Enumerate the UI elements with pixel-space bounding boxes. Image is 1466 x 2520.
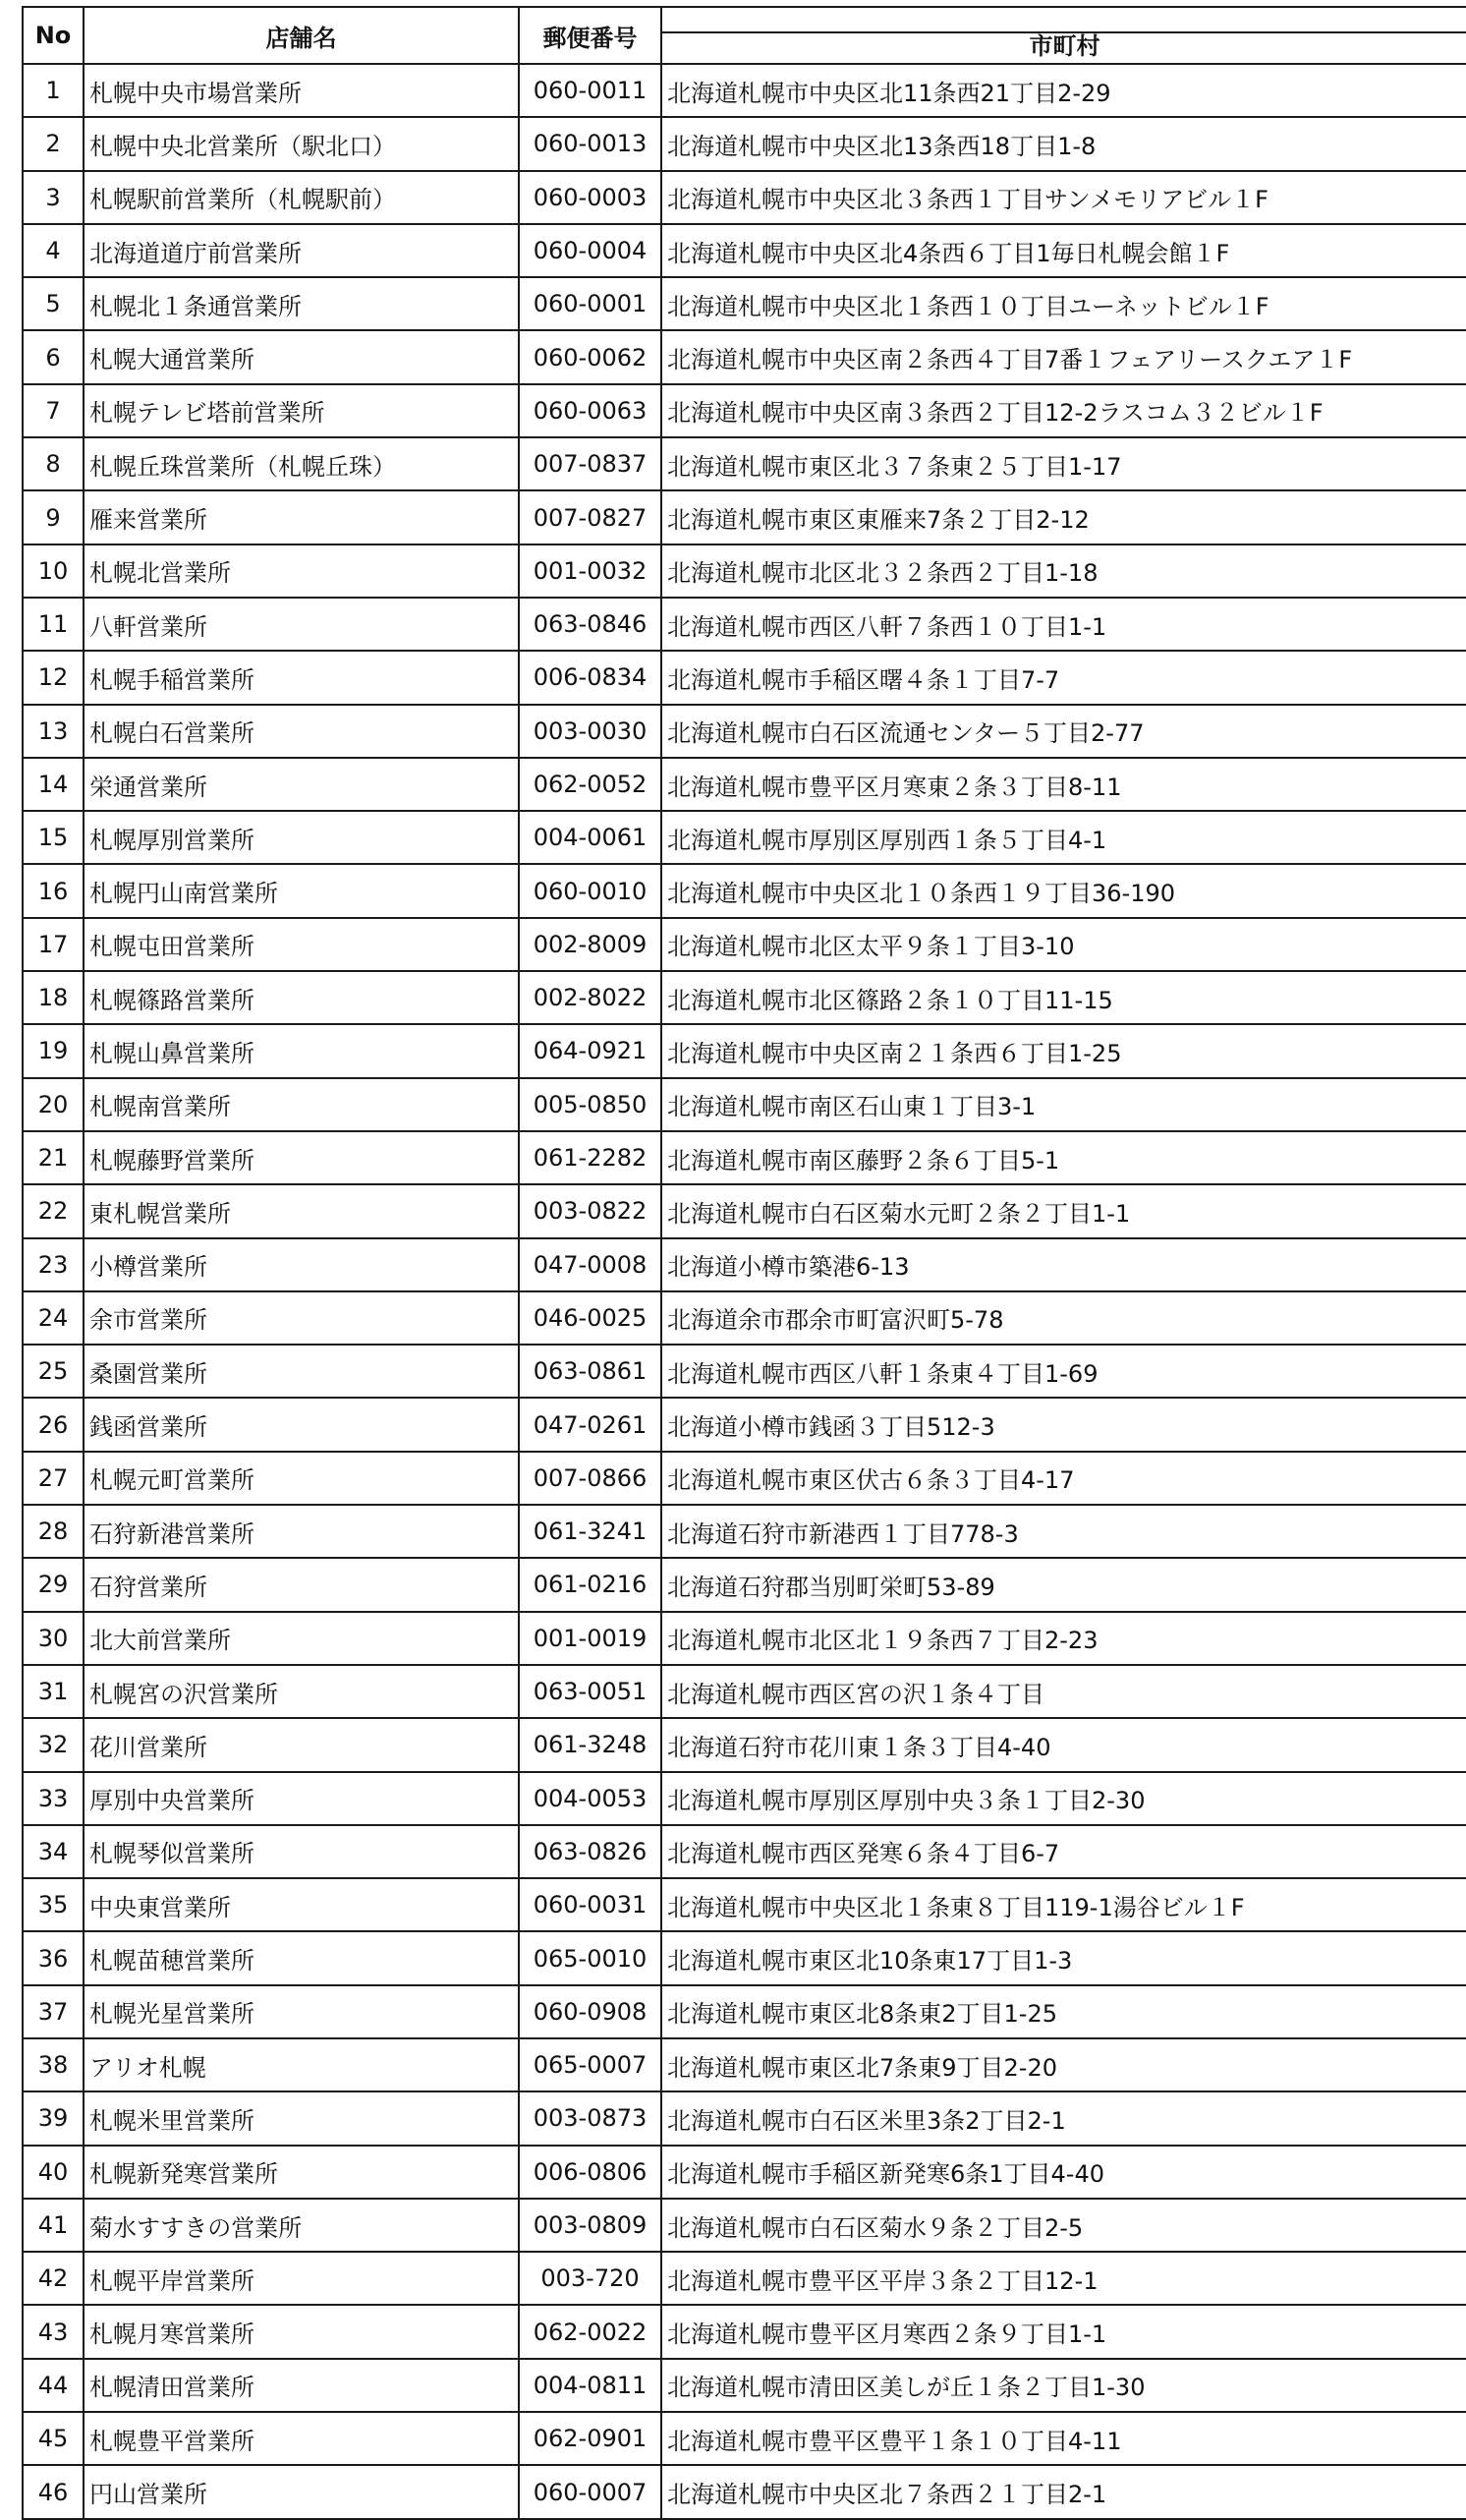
table-row	[23, 2146, 1466, 2199]
cell-no: 9	[23, 490, 84, 544]
header-address	[661, 7, 1466, 64]
cell-store-name: 桑園営業所	[84, 1345, 519, 1398]
cell-address: 北海道石狩郡当別町栄町53-89	[661, 1558, 1466, 1611]
table-row	[23, 2252, 1466, 2305]
table-row	[23, 1024, 1466, 1077]
cell-store-name: 札幌手稲営業所	[84, 651, 519, 704]
cell-postal-code: 046-0025	[519, 1291, 661, 1345]
cell-postal-code: 060-0001	[519, 277, 661, 330]
cell-postal-code: 001-0019	[519, 1612, 661, 1665]
cell-no: 22	[23, 1184, 84, 1237]
cell-no: 25	[23, 1345, 84, 1398]
cell-store-name: 菊水すすきの営業所	[84, 2199, 519, 2252]
cell-no: 37	[23, 1985, 84, 2038]
cell-address: 北海道札幌市中央区南２条西４丁目7番１フェアリースクエア１F	[661, 330, 1466, 383]
cell-no: 24	[23, 1291, 84, 1345]
cell-address: 北海道札幌市豊平区豊平１条１０丁目4-11	[661, 2412, 1466, 2465]
table-row	[23, 2091, 1466, 2145]
table-row	[23, 2199, 1466, 2252]
cell-store-name: 札幌屯田営業所	[84, 918, 519, 971]
cell-no: 43	[23, 2305, 84, 2358]
table-row	[23, 1291, 1466, 1345]
cell-address: 北海道札幌市白石区流通センター５丁目2-77	[661, 705, 1466, 758]
table-row	[23, 2305, 1466, 2358]
cell-address: 北海道札幌市西区八軒１条東４丁目1-69	[661, 1345, 1466, 1398]
cell-address: 北海道札幌市中央区北4条西６丁目1毎日札幌会館１F	[661, 224, 1466, 277]
cell-postal-code: 062-0901	[519, 2412, 661, 2465]
cell-postal-code: 063-0826	[519, 1825, 661, 1878]
cell-store-name: 札幌円山南営業所	[84, 864, 519, 917]
cell-address: 北海道札幌市南区石山東１丁目3-1	[661, 1078, 1466, 1131]
cell-no: 30	[23, 1612, 84, 1665]
cell-no: 38	[23, 2038, 84, 2091]
table-row	[23, 1878, 1466, 1931]
table-row	[23, 651, 1466, 704]
table-body	[23, 64, 1466, 2519]
cell-no: 5	[23, 277, 84, 330]
cell-store-name: アリオ札幌	[84, 2038, 519, 2091]
cell-store-name: 札幌藤野営業所	[84, 1131, 519, 1184]
cell-postal-code: 047-0008	[519, 1238, 661, 1291]
cell-postal-code: 004-0061	[519, 811, 661, 864]
cell-no: 15	[23, 811, 84, 864]
cell-postal-code: 007-0827	[519, 490, 661, 544]
cell-store-name: 札幌清田営業所	[84, 2359, 519, 2412]
table-header	[23, 7, 1466, 64]
table-row	[23, 1238, 1466, 1291]
cell-address: 北海道札幌市北区篠路２条１０丁目11-15	[661, 971, 1466, 1024]
cell-postal-code: 060-0062	[519, 330, 661, 383]
cell-postal-code: 006-0806	[519, 2146, 661, 2199]
cell-store-name: 厚別中央営業所	[84, 1772, 519, 1825]
cell-no: 31	[23, 1665, 84, 1718]
cell-store-name: 札幌米里営業所	[84, 2091, 519, 2145]
cell-address: 北海道札幌市西区八軒７条西１０丁目1-1	[661, 598, 1466, 651]
table-row	[23, 758, 1466, 811]
cell-store-name: 銭函営業所	[84, 1398, 519, 1451]
cell-address: 北海道札幌市豊平区平岸３条２丁目12-1	[661, 2252, 1466, 2305]
table-row	[23, 1505, 1466, 1558]
cell-store-name: 札幌元町営業所	[84, 1452, 519, 1505]
cell-no: 28	[23, 1505, 84, 1558]
cell-address: 北海道札幌市豊平区月寒東２条３丁目8-11	[661, 758, 1466, 811]
cell-postal-code: 004-0053	[519, 1772, 661, 1825]
cell-address: 北海道札幌市東区北8条東2丁目1-25	[661, 1985, 1466, 2038]
cell-address: 北海道小樽市築港6-13	[661, 1238, 1466, 1291]
cell-postal-code: 003-0030	[519, 705, 661, 758]
cell-no: 29	[23, 1558, 84, 1611]
cell-postal-code: 062-0022	[519, 2305, 661, 2358]
cell-postal-code: 003-0822	[519, 1184, 661, 1237]
table-row	[23, 117, 1466, 170]
table-row	[23, 1558, 1466, 1611]
cell-store-name: 札幌テレビ塔前営業所	[84, 384, 519, 437]
table-row	[23, 490, 1466, 544]
table-row	[23, 2038, 1466, 2091]
cell-store-name: 東札幌営業所	[84, 1184, 519, 1237]
cell-no: 13	[23, 705, 84, 758]
cell-postal-code: 065-0010	[519, 1931, 661, 1984]
table-row	[23, 224, 1466, 277]
cell-store-name: 札幌新発寒営業所	[84, 2146, 519, 2199]
cell-store-name: 北海道道庁前営業所	[84, 224, 519, 277]
cell-postal-code: 061-3241	[519, 1505, 661, 1558]
cell-address: 北海道石狩市花川東１条３丁目4-40	[661, 1718, 1466, 1771]
cell-no: 21	[23, 1131, 84, 1184]
cell-no: 1	[23, 64, 84, 117]
cell-store-name: 札幌光星営業所	[84, 1985, 519, 2038]
cell-address: 北海道札幌市西区宮の沢１条４丁目	[661, 1665, 1466, 1718]
cell-no: 46	[23, 2465, 84, 2518]
cell-no: 16	[23, 864, 84, 917]
table-row	[23, 1665, 1466, 1718]
cell-address: 北海道札幌市東区伏古６条３丁目4-17	[661, 1452, 1466, 1505]
cell-address: 北海道札幌市東区北7条東9丁目2-20	[661, 2038, 1466, 2091]
cell-postal-code: 060-0013	[519, 117, 661, 170]
cell-postal-code: 007-0866	[519, 1452, 661, 1505]
header-divider-line	[662, 31, 1466, 33]
cell-postal-code: 001-0032	[519, 544, 661, 598]
cell-store-name: 札幌琴似営業所	[84, 1825, 519, 1878]
cell-no: 26	[23, 1398, 84, 1451]
table-row	[23, 1931, 1466, 1984]
cell-postal-code: 003-0873	[519, 2091, 661, 2145]
table-row	[23, 1718, 1466, 1771]
table-row	[23, 1184, 1466, 1237]
cell-no: 14	[23, 758, 84, 811]
header-postal-code: 郵便番号	[519, 7, 661, 64]
cell-address: 北海道札幌市北区北１９条西７丁目2-23	[661, 1612, 1466, 1665]
table-row	[23, 918, 1466, 971]
table-row	[23, 1985, 1466, 2038]
cell-no: 2	[23, 117, 84, 170]
cell-address: 北海道札幌市東区東雁来7条２丁目2-12	[661, 490, 1466, 544]
table-row	[23, 2359, 1466, 2412]
cell-store-name: 札幌白石営業所	[84, 705, 519, 758]
table-row	[23, 171, 1466, 224]
table-row	[23, 1131, 1466, 1184]
header-row	[23, 7, 1466, 64]
cell-no: 33	[23, 1772, 84, 1825]
cell-postal-code: 060-0010	[519, 864, 661, 917]
cell-postal-code: 064-0921	[519, 1024, 661, 1077]
cell-store-name: 札幌中央市場営業所	[84, 64, 519, 117]
cell-postal-code: 002-8009	[519, 918, 661, 971]
cell-store-name: 札幌南営業所	[84, 1078, 519, 1131]
cell-postal-code: 006-0834	[519, 651, 661, 704]
table-row	[23, 598, 1466, 651]
cell-store-name: 札幌駅前営業所（札幌駅前）	[84, 171, 519, 224]
cell-store-name: 中央東営業所	[84, 1878, 519, 1931]
cell-postal-code: 007-0837	[519, 437, 661, 490]
cell-address: 北海道札幌市中央区北13条西18丁目1-8	[661, 117, 1466, 170]
cell-no: 36	[23, 1931, 84, 1984]
cell-address: 北海道札幌市白石区菊水９条２丁目2-5	[661, 2199, 1466, 2252]
cell-store-name: 札幌山鼻営業所	[84, 1024, 519, 1077]
cell-address: 北海道札幌市中央区北11条西21丁目2-29	[661, 64, 1466, 117]
cell-store-name: 余市営業所	[84, 1291, 519, 1345]
cell-no: 40	[23, 2146, 84, 2199]
cell-store-name: 札幌北営業所	[84, 544, 519, 598]
cell-store-name: 札幌平岸営業所	[84, 2252, 519, 2305]
table-row	[23, 277, 1466, 330]
cell-store-name: 円山営業所	[84, 2465, 519, 2518]
cell-address: 北海道札幌市北区北３２条西２丁目1-18	[661, 544, 1466, 598]
cell-store-name: 札幌豊平営業所	[84, 2412, 519, 2465]
cell-no: 19	[23, 1024, 84, 1077]
cell-store-name: 石狩新港営業所	[84, 1505, 519, 1558]
cell-address: 北海道札幌市中央区南３条西２丁目12-2ラスコム３２ビル１F	[661, 384, 1466, 437]
table-row	[23, 971, 1466, 1024]
cell-store-name: 雁来営業所	[84, 490, 519, 544]
cell-postal-code: 005-0850	[519, 1078, 661, 1131]
cell-address: 北海道札幌市白石区菊水元町２条２丁目1-1	[661, 1184, 1466, 1237]
cell-postal-code: 060-0011	[519, 64, 661, 117]
cell-no: 12	[23, 651, 84, 704]
cell-store-name: 札幌宮の沢営業所	[84, 1665, 519, 1718]
cell-postal-code: 060-0063	[519, 384, 661, 437]
table-row	[23, 1078, 1466, 1131]
cell-address: 北海道札幌市中央区北７条西２１丁目2-1	[661, 2465, 1466, 2518]
cell-no: 6	[23, 330, 84, 383]
table-row	[23, 1772, 1466, 1825]
cell-no: 45	[23, 2412, 84, 2465]
cell-postal-code: 060-0004	[519, 224, 661, 277]
cell-no: 8	[23, 437, 84, 490]
cell-address: 北海道小樽市銭函３丁目512-3	[661, 1398, 1466, 1451]
table-row	[23, 384, 1466, 437]
cell-postal-code: 002-8022	[519, 971, 661, 1024]
cell-address: 北海道札幌市中央区北３条西１丁目サンメモリアビル１F	[661, 171, 1466, 224]
cell-store-name: 札幌厚別営業所	[84, 811, 519, 864]
table-row	[23, 864, 1466, 917]
table-row	[23, 2465, 1466, 2518]
cell-address: 北海道札幌市中央区北１０条西１９丁目36-190	[661, 864, 1466, 917]
cell-postal-code: 063-0051	[519, 1665, 661, 1718]
table-row	[23, 1452, 1466, 1505]
cell-address: 北海道札幌市手稲区新発寒6条1丁目4-40	[661, 2146, 1466, 2199]
cell-address: 北海道札幌市中央区南２１条西６丁目1-25	[661, 1024, 1466, 1077]
cell-address: 北海道札幌市南区藤野２条６丁目5-1	[661, 1131, 1466, 1184]
cell-no: 39	[23, 2091, 84, 2145]
cell-postal-code: 004-0811	[519, 2359, 661, 2412]
cell-address: 北海道札幌市北区太平９条１丁目3-10	[661, 918, 1466, 971]
cell-address: 北海道札幌市豊平区月寒西２条９丁目1-1	[661, 2305, 1466, 2358]
header-store-name: 店舗名	[84, 7, 519, 64]
table-row	[23, 64, 1466, 117]
cell-no: 35	[23, 1878, 84, 1931]
cell-postal-code: 060-0908	[519, 1985, 661, 2038]
cell-postal-code: 003-0809	[519, 2199, 661, 2252]
cell-no: 3	[23, 171, 84, 224]
cell-postal-code: 063-0846	[519, 598, 661, 651]
cell-address: 北海道札幌市手稲区曙４条１丁目7-7	[661, 651, 1466, 704]
cell-no: 4	[23, 224, 84, 277]
cell-address: 北海道札幌市西区発寒６条４丁目6-7	[661, 1825, 1466, 1878]
cell-postal-code: 003-720	[519, 2252, 661, 2305]
cell-store-name: 札幌月寒営業所	[84, 2305, 519, 2358]
cell-store-name: 札幌篠路営業所	[84, 971, 519, 1024]
cell-postal-code: 065-0007	[519, 2038, 661, 2091]
cell-address: 北海道札幌市厚別区厚別西１条５丁目4-1	[661, 811, 1466, 864]
cell-postal-code: 061-0216	[519, 1558, 661, 1611]
cell-address: 北海道余市郡余市町富沢町5-78	[661, 1291, 1466, 1345]
cell-no: 20	[23, 1078, 84, 1131]
cell-store-name: 石狩営業所	[84, 1558, 519, 1611]
cell-store-name: 小樽営業所	[84, 1238, 519, 1291]
table-row	[23, 2412, 1466, 2465]
cell-address: 北海道札幌市清田区美しが丘１条２丁目1-30	[661, 2359, 1466, 2412]
header-address-label: 市町村	[1029, 32, 1100, 60]
cell-address: 北海道札幌市白石区米里3条2丁目2-1	[661, 2091, 1466, 2145]
table-row	[23, 544, 1466, 598]
cell-no: 44	[23, 2359, 84, 2412]
cell-postal-code: 061-3248	[519, 1718, 661, 1771]
cell-address: 北海道札幌市中央区北１条西１０丁目ユーネットビル１F	[661, 277, 1466, 330]
cell-postal-code: 063-0861	[519, 1345, 661, 1398]
cell-store-name: 札幌苗穂営業所	[84, 1931, 519, 1984]
store-list-table	[22, 6, 1466, 2520]
cell-address: 北海道札幌市中央区北１条東８丁目119-1湯谷ビル１F	[661, 1878, 1466, 1931]
cell-no: 34	[23, 1825, 84, 1878]
cell-postal-code: 060-0007	[519, 2465, 661, 2518]
table-row	[23, 811, 1466, 864]
cell-no: 11	[23, 598, 84, 651]
table-row	[23, 705, 1466, 758]
table-row	[23, 330, 1466, 383]
cell-store-name: 札幌中央北営業所（駅北口）	[84, 117, 519, 170]
cell-store-name: 北大前営業所	[84, 1612, 519, 1665]
cell-store-name: 札幌北１条通営業所	[84, 277, 519, 330]
cell-postal-code: 061-2282	[519, 1131, 661, 1184]
cell-store-name: 花川営業所	[84, 1718, 519, 1771]
cell-address: 北海道札幌市厚別区厚別中央３条１丁目2-30	[661, 1772, 1466, 1825]
cell-no: 17	[23, 918, 84, 971]
table-row	[23, 1825, 1466, 1878]
cell-no: 41	[23, 2199, 84, 2252]
cell-no: 42	[23, 2252, 84, 2305]
cell-address: 北海道札幌市東区北10条東17丁目1-3	[661, 1931, 1466, 1984]
cell-no: 27	[23, 1452, 84, 1505]
cell-store-name: 八軒営業所	[84, 598, 519, 651]
cell-postal-code: 060-0031	[519, 1878, 661, 1931]
table-row	[23, 1612, 1466, 1665]
cell-no: 18	[23, 971, 84, 1024]
table-row	[23, 437, 1466, 490]
cell-no: 32	[23, 1718, 84, 1771]
cell-no: 10	[23, 544, 84, 598]
cell-postal-code: 060-0003	[519, 171, 661, 224]
table-row	[23, 1345, 1466, 1398]
cell-no: 7	[23, 384, 84, 437]
cell-address: 北海道札幌市東区北３７条東２５丁目1-17	[661, 437, 1466, 490]
cell-address: 北海道石狩市新港西１丁目778-3	[661, 1505, 1466, 1558]
cell-postal-code: 047-0261	[519, 1398, 661, 1451]
table-row	[23, 1398, 1466, 1451]
cell-no: 23	[23, 1238, 84, 1291]
cell-store-name: 栄通営業所	[84, 758, 519, 811]
cell-store-name: 札幌丘珠営業所（札幌丘珠）	[84, 437, 519, 490]
header-no: No	[23, 7, 84, 64]
cell-postal-code: 062-0052	[519, 758, 661, 811]
cell-store-name: 札幌大通営業所	[84, 330, 519, 383]
